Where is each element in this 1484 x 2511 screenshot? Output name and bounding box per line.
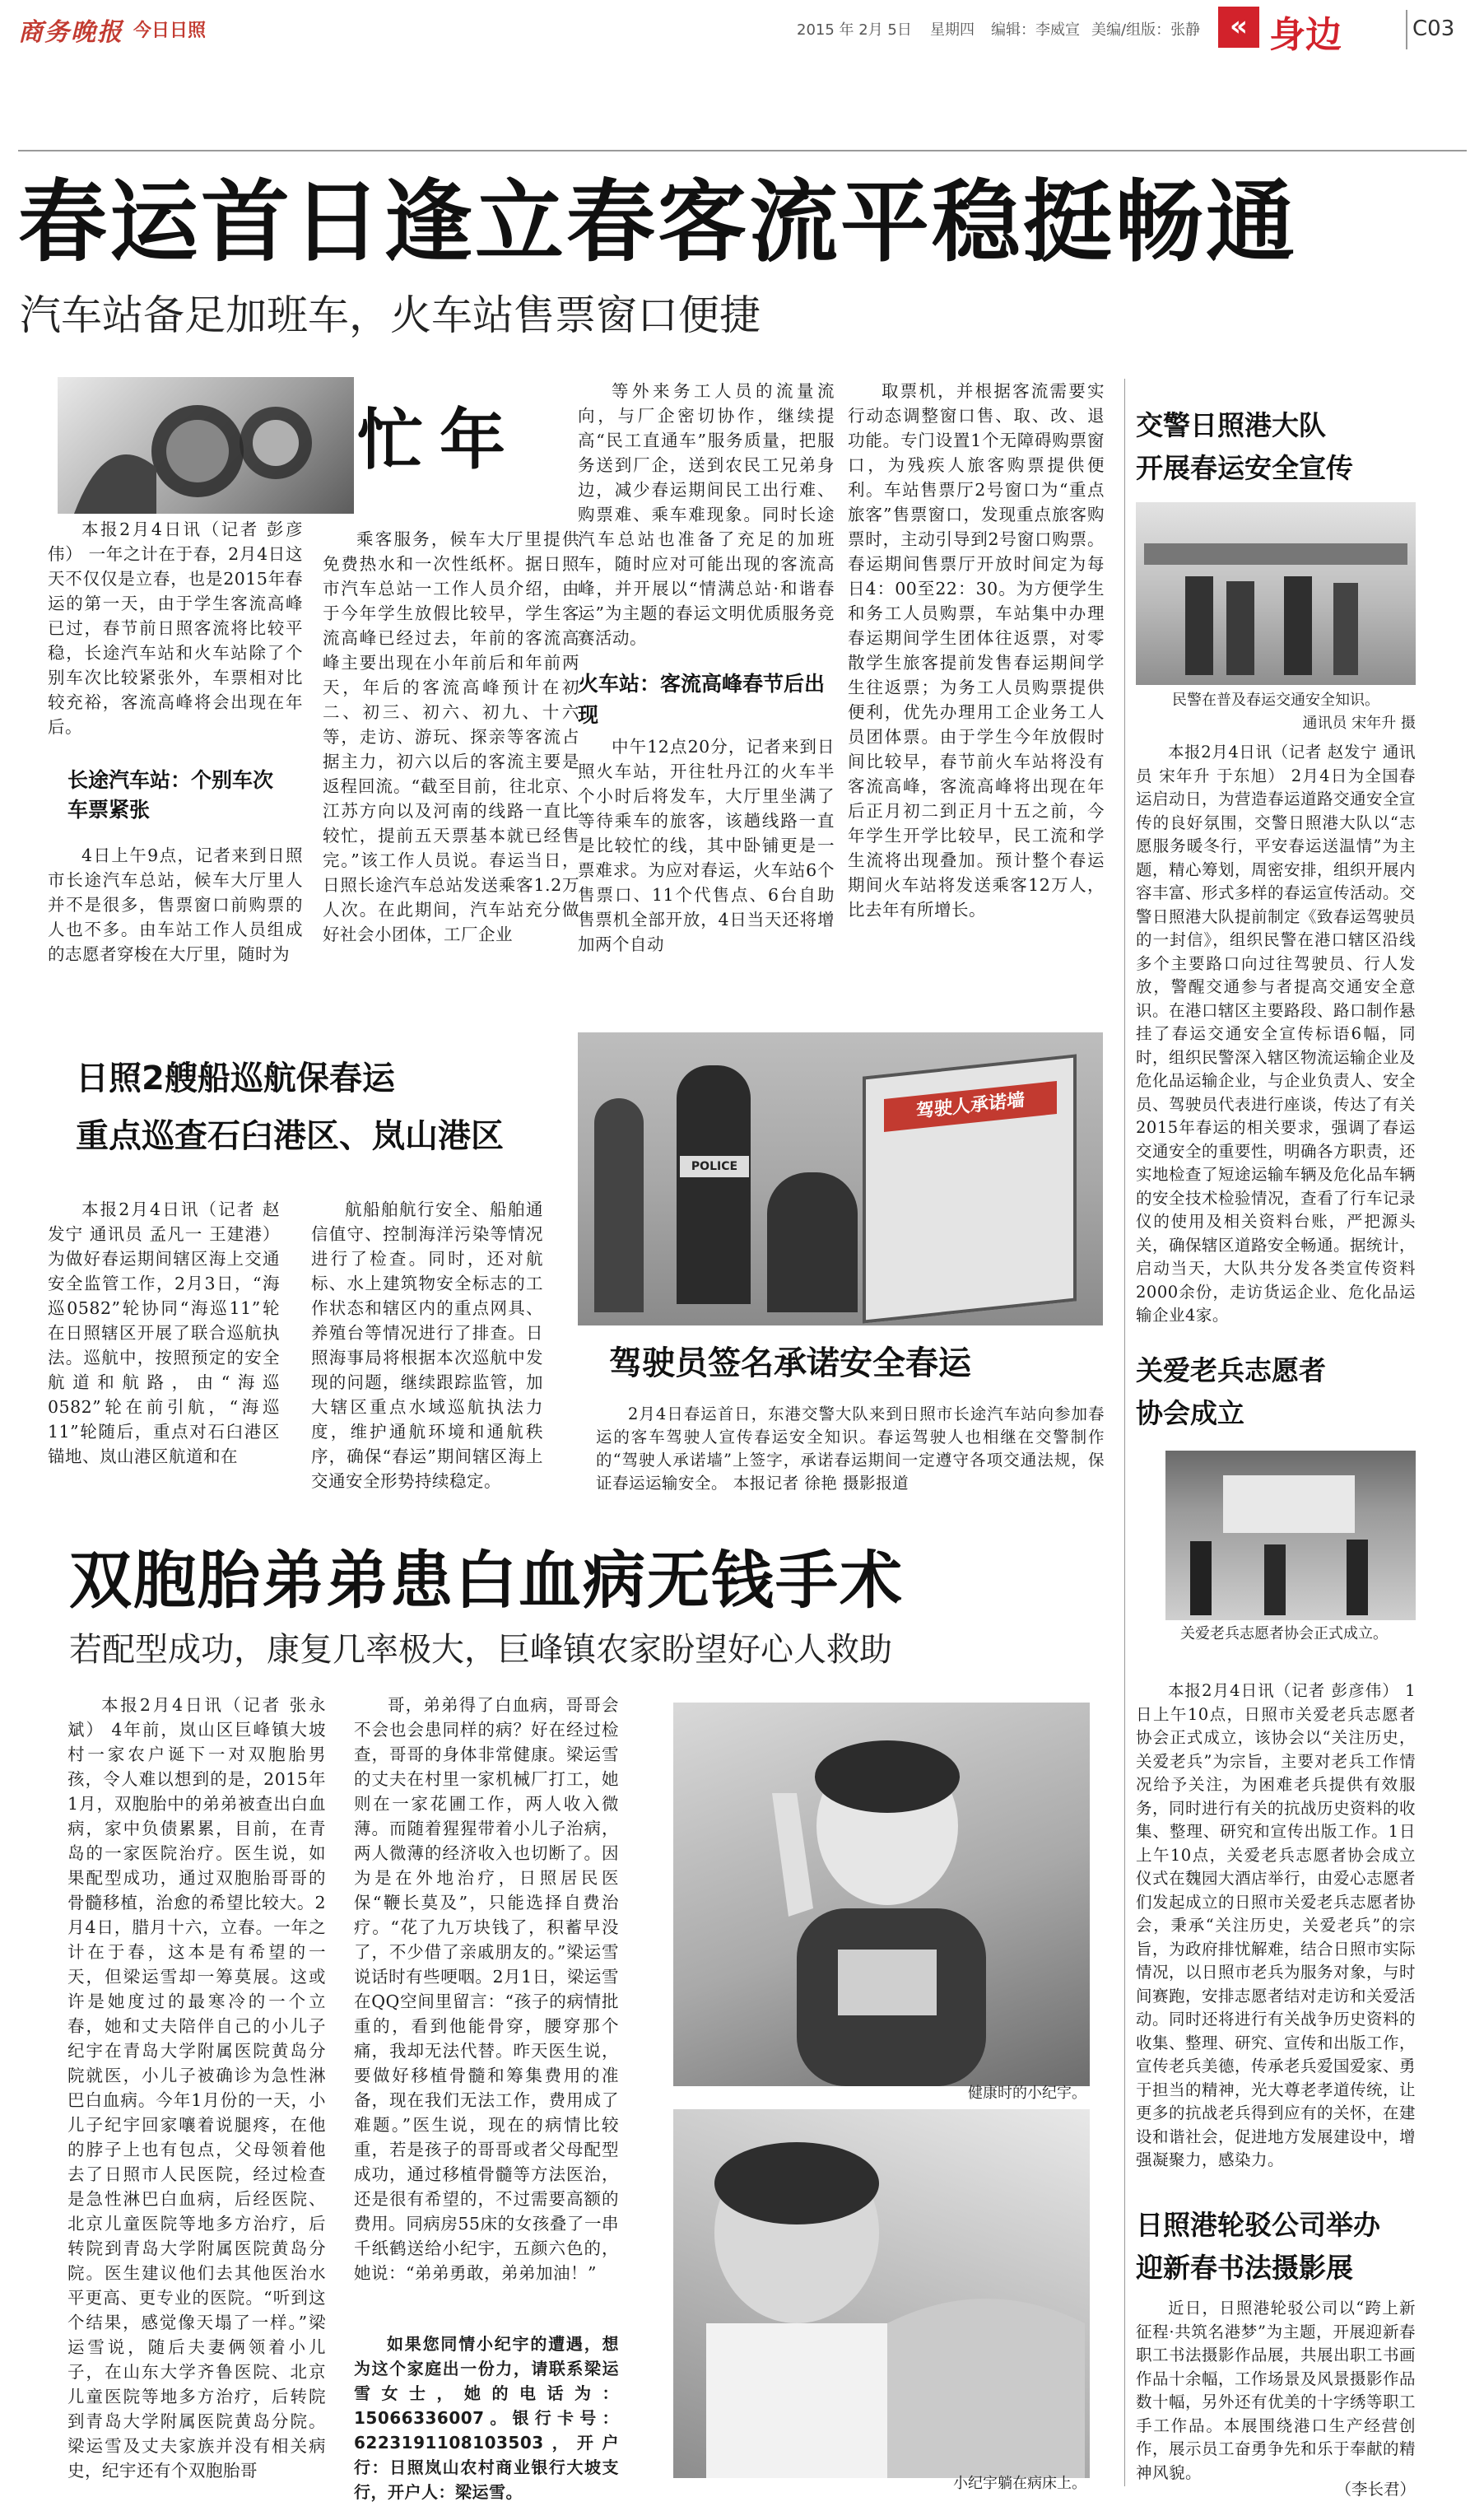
veteran-photo-caption: 关爱老兵志愿者协会正式成立。 [1180,1625,1388,1642]
twins-column-2: 哥，弟弟得了白血病，哥哥会不会也会患同样的病？好在经过检查，哥哥的身体非常健康。梁运雪的丈夫在村里一家机械厂打工，她则在一家花圃工作，两人收入微薄。而随着猩猩带着小儿子治病，两人微薄的经济收入也切断了。因为是在外地治疗，日照居民医保“鞭长莫及”，只能选择自费治疗。“花了九万块钱了，积蓄早没了，不少借了亲戚朋友的。”梁运雪说话时有些哽咽。2月1日，梁运雪在QQ空间里留言：“孩子的病情批重的，看到他能骨穿，腰穿那个痛，我却无法代替。昨天医生说，要做好移植骨髓和筹集费用的准备，现在我们无法工作，费用成了难题。”医生说，现在的病情比较重，若是孩子的哥哥或者父母配型成功，通过移植骨髓等方法医治，还是很有希望的，不过需要高额的费用。同病房55床的女孩叠了一串千纸鹤送给小纪宇，五颜六色的，她说：“弟弟勇敢，弟弟加油！” [354,1695,619,2283]
police-photo-credit: 通讯员 宋年升 摄 [1302,715,1416,732]
driver-pledge-photo [578,1032,1103,1325]
police-headline-line1: 交警日照港大队 [1136,409,1326,441]
masthead-weekday: 星期四 [930,21,975,39]
lead-subhead-bus: 长途汽车站：个别车次车票紧张 [67,768,274,822]
lead-column-1b: 4日上午9点，记者来到日照市长途汽车总站，候车大厅里人并不是很多，售票窗口前购票的人也不多。由车站工作人员组成的志愿者穿梭在大厅里，随时为 [48,846,303,964]
police-promo-photo [1136,502,1416,685]
right-column-rule [1124,379,1125,2486]
boy-healthy-photo [673,1703,1090,2086]
lead-column-3b: 中午12点20分，记者来到日照火车站，开往牡丹江的火车半个小时后将发车，大厅里坐满了等待乘车的旅客，该趟线路一直是比较忙的线，其中卧铺更是一票难求。为应对春运，火车站6个售票口、11个代售点、6台自助售票机全部开放，4日当天还将增加两个自动 [578,737,835,954]
pledge-wall-sign: 驾驶人承诺墙 [884,1081,1057,1132]
port-headline-line1: 日照港轮驳公司举办 [1136,2209,1380,2241]
police-headline-line2: 开展春运安全宣传 [1136,452,1353,484]
lead-column-4: 取票机，并根据客流需要实行动态调整窗口售、取、改、退功能。专门设置1个无障碍购票窗口，为残疾人旅客购票提供便利。车站售票厅2号窗口为“重点旅客”售票窗口，发现重点旅客购票时，主动引导到2号窗口购票。春运期间售票厅开放时间定为每日4：00至22：30。为方便学生和务工人员购票，车站集中办理春运期间学生团体往返票，对零散学生旅客提前发售春运期间学生往返票；为务工人员购票提供便利，优先办理用工企业务工人员团体票。由于学生今年放假时间比较早，春节前火车站将没有客流高峰，客流高峰将出现在年后正月初二到正月十五之前，今年学生开学比较早，民工流和学生流将出现叠加。预计整个春运期间火车站将发送乘客12万人，比去年有所增长。 [848,381,1105,920]
twins-donation-call: 如果您同情小纪宇的遭遇，想为这个家庭出一份力，请联系梁运雪女士，她的电话为：15066336007。银行卡号：6223191108103503，开户行：日照岚山农村商业银行大坡支行，开户人：梁运雪。 [354,2334,619,2502]
veteran-assoc-photo [1165,1451,1416,1620]
page-number: C03 [1412,16,1455,41]
masthead-date: 2015 年 2月 5日 [797,21,912,39]
lead-column-2: 乘客服务，候车大厅里提供免费热水和一次性纸杯。据日照市汽车总站一工作人员介绍，由于今年学生放假比较早，学生客流高峰已经过去，年前的客流高峰主要出现在小年前后和年前两天，年后的客流高峰预计在初二、初三、初六、初九、十六等，走访、游玩、探亲等客流占据主力，初六以后的客流主要是返程回流。“截至目前，往北京、江苏方向以及河南的线路一直比较忙，提前五天票基本就已经售完。”该工作人员说。春运当日，日照长途汽车总站发送乘客1.2万人次。在此期间，汽车站充分做好社会小团体，工厂企业 [323,529,579,944]
ships-column-1: 本报2月4日讯（记者 赵发宁 通讯员 孟凡一 王建港） 为做好春运期间辖区海上交通安全监管工作，2月3日，“海巡0582”轮协同“海巡11”轮在日照辖区开展了联合巡航执法。巡航中，按照预定的安全航道和航路，由“海巡0582”轮在前引航，“海巡11”轮随后，重点对石臼港区锚地、岚山港区航道和在 [48,1200,280,1466]
papercut-photo [58,377,354,514]
boy-healthy-caption: 健康时的小纪宇。 [968,2085,1086,2102]
driver-headline: 驾驶员签名承诺安全春运 [609,1344,971,1382]
twins-column-1: 本报2月4日讯（记者 张永斌） 4年前，岚山区巨峰镇大坡村一家农户诞下一对双胞胎男孩，令人难以想到的是，2015年1月，双胞胎中的弟弟被查出白血病，家中负债累累，目前，在青岛的一家医院治疗。医生说，如果配型成功，通过双胞胎哥哥的骨髓移植，治愈的希望比较大。2月4日，腊月十六，立春。一年之计在于春，这本是有希望的一天，但梁运雪却一筹莫展。这或许是她度过的最寒冷的一个立春，她和丈夫陪伴自己的小儿子纪宇在青岛大学附属医院黄岛分院就医，小儿子被确诊为急性淋巴白血病。今年1月份的一天，小儿子纪宇回家嚷着说腿疼，在他的脖子上也有包点，父母领着他去了日照市人民医院，经过检查是急性淋巴白血病，后经医院、北京儿童医院等地多方治疗，后转院到青岛大学附属医院黄岛分院。医生建议他们去其他医治水平更高、更专业的医院。“听到这个结果，感觉像天塌了一样。”梁运雪说，随后夫妻俩领着小儿子，在山东大学齐鲁医院、北京儿童医院等地多方治疗，后转院到青岛大学附属医院黄岛分院。梁运雪及丈夫家族并没有相关病史，纪宇还有个双胞胎哥 [67,1695,326,2481]
driver-caption-text: 2月4日春运首日，东港交警大队来到日照市长途汽车站向参加春运的客车驾驶人宣传春运安全知识。春运驾驶人也相继在交警制作的“驾驶人承诺墙”上签字，承诺春运期间一定遵守各项交通法规，保证春运运输安全。 本报记者 徐艳 摄影报道 [596,1405,1105,1493]
section-arrow-icon: « [1218,7,1259,48]
veteran-story-text: 本报2月4日讯（记者 彭彦伟） 1日上午10点，日照市关爱老兵志愿者协会正式成立，该协会以“关注历史，关爱老兵”为宗旨，主要对老兵工作情况给予关注，为困难老兵提供有效服务，同时进行有关的抗战历史资料的收集、整理、研究和宣传出版工作。1日上午10点，关爱老兵志愿者协会成立仪式在魏园大酒店举行，由爱心志愿者们发起成立的日照市关爱老兵志愿者协会，秉承“关注历史，关爱老兵”的宗旨，为政府排忧解难，结合日照市实际情况，以日照市老兵为服务对象，与时间赛跑，安排志愿者结对走访和关爱活动。同时还将进行有关战争历史资料的收集、整理、研究、宣传和出版工作，宣传老兵美德，传承老兵爱国爱家、勇于担当的精神，光大尊老孝道传统，让更多的抗战老兵得到应有的关怀，在建设和谐社会，促进地方发展建设中，增强凝聚力，感染力。 [1136,1681,1417,2169]
veteran-headline-line2: 协会成立 [1136,1397,1244,1429]
twins-headline: 双胞胎弟弟患白血病无钱手术 [69,1544,904,1617]
boy-hospital-photo [673,2109,1090,2478]
masthead-section-left: 今日日照 [133,21,207,41]
twins-subheadline: 若配型成功，康复几率极大，巨峰镇农家盼望好心人救助 [69,1631,892,1669]
lead-column-1: 本报2月4日讯（记者 彭彦伟） 一年之计在于春，2月4日这天不仅仅是立春，也是2015年春运的第一天，由于学生客流高峰已过，春节前日照客流将比较平稳，长途汽车站和火车站除了个别车次比较紧张外，车票相对比较充裕，客流高峰将会出现在年后。 [48,519,303,737]
police-photo-caption: 民警在普及春运交通安全知识。 [1172,692,1379,709]
masthead-designer: 美编/组版：张静 [1091,21,1201,39]
veteran-headline-line1: 关爱老兵志愿者 [1136,1354,1326,1386]
masthead-editor: 编辑：李威宣 [991,21,1080,39]
port-story-credit: （李长君） [1335,2480,1416,2499]
boy-hospital-caption: 小纪宇躺在病床上。 [953,2475,1086,2492]
lead-subheadline: 汽车站备足加班车，火车站售票窗口便捷 [20,291,761,339]
police-story-text: 本报2月4日讯（记者 赵发宁 通讯员 宋年升 于东旭） 2月4日为全国春运启动日，为营造春运道路交通安全宣传的良好氛围，交警日照港大队以“志愿服务暖冬行，平安春运送温情”为主题，精心筹划，周密安排，组织开展内容丰富、形式多样的春运宣传活动。交警日照港大队提前制定《致春运驾驶员的一封信》，组织民警在港口辖区沿线多个主要路口向过往驾驶员、行人发放，警醒交通参与者提高交通安全意识。在港口辖区主要路段、路口制作悬挂了春运交通安全宣传标语6幅，同时，组织民警深入辖区物流运输企业及危化品运输企业，与企业负责人、安全员、驾驶员代表进行座谈，传达了有关2015年春运的相关要求，强调了春运交通安全的重要性，明确各方职责，还实地检查了短途运输车辆及危化品车辆的安全技术检验情况，查看了行车记录仪的使用及相关资料台账，严把源头关，确保辖区道路安全畅通。据统计，启动当天，大队共分发各类宣传资料2000余份，走访货运企业、危化品运输企业4家。 [1136,743,1417,1325]
masthead-divider [1406,10,1407,49]
ships-headline-line2: 重点巡查石臼港区、岚山港区 [76,1117,504,1155]
lead-tag: 忙年 [357,401,522,478]
masthead-section-right: 身边 [1269,14,1342,56]
ships-column-2: 航船舶航行安全、船舶通信值守、控制海洋污染等情况进行了检查。同时，还对航标、水上建筑物安全标志的工作状态和辖区内的重点网具、养殖台等情况进行了排查。日照海事局将根据本次巡航中发现的问题，继续跟踪监管，加大辖区重点水域巡航执法力度，维护通航环境和通航秩序，确保“春运”期间辖区海上交通安全形势持续稳定。 [311,1200,543,1491]
masthead-logo: 商务晚报 [18,18,123,47]
lead-subhead-train: 火车站：客流高峰春节后出现 [578,672,826,727]
ships-headline-line1: 日照2艘船巡航保春运 [76,1060,395,1097]
port-headline-line2: 迎新春书法摄影展 [1136,2252,1353,2284]
police-vest-label: POLICE [680,1156,749,1177]
masthead-rule [18,150,1467,151]
lead-column-3: 等外来务工人员的流量流向，与厂企密切协作，继续提高“民工直通车”服务质量，把服务送到厂企，送到农民工兄弟身边，减少春运期间民工出行难、购票难、乘车难现象。同时长途汽车总站也准备了充足的加班车，随时应对可能出现的客流高峰，并开展以“情满总站·和谐春运”为主题的春运文明优质服务竞赛活动。 [578,381,835,648]
port-story-text: 近日，日照港轮驳公司以“跨上新征程·共筑名港梦”为主题，开展迎新春职工书法摄影作品展，共展出职工书画作品十余幅，工作场景及风景摄影作品数十幅，另外还有优美的十字绣等职工手工作品。本展围绕港口生产经营创作，展示员工奋勇争先和乐于奉献的精神风貌。 [1136,2299,1417,2482]
lead-headline: 春运首日逢立春客流平稳挺畅通 [18,171,1298,274]
